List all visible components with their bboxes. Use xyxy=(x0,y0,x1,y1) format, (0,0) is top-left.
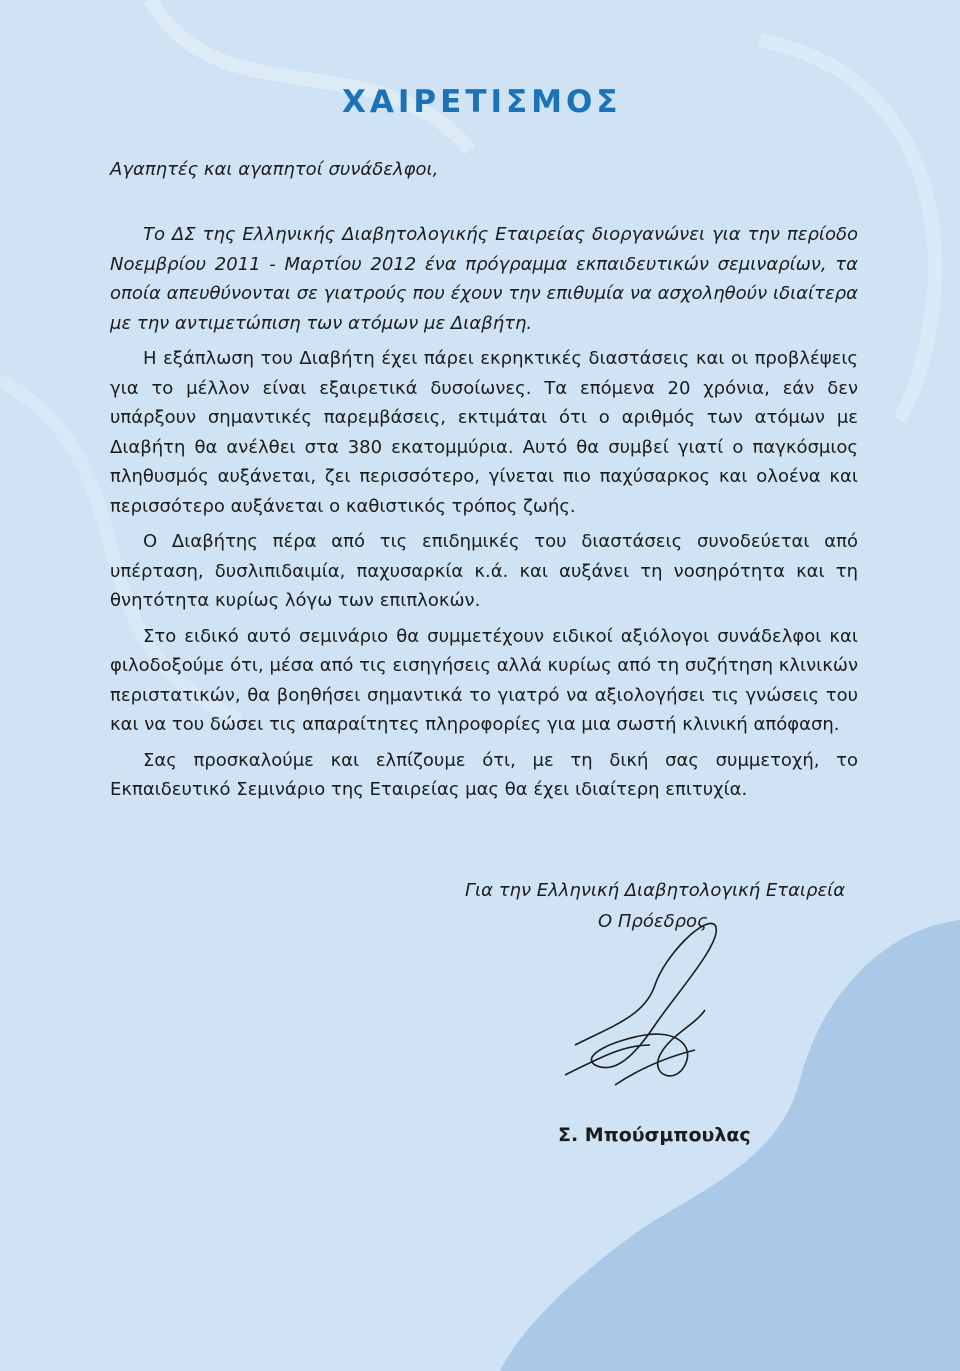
letter-paragraph: Ο Διαβήτης πέρα από τις επιδημικές του διαστάσεις συνοδεύεται από υπέρταση, δυσλιπιδαιμία, παχυσαρκία κ.ά. και αυξάνει τη νοσηρότητα και τη θνητότητα κυρίως λόγω των επιπλοκών. xyxy=(110,531,858,611)
handwritten-signature xyxy=(555,905,755,1125)
letter-paragraph: Στο ειδικό αυτό σεμινάριο θα συμμετέχουν ειδικοί αξιόλογοι συνάδελφοι και φιλοδοξούμε ότι, μέσα από τις εισηγήσεις αλλά κυρίως από τη συζήτηση κλινικών περιστατικών, θα βοηθήσει σημαντικά το γιατρό να αξιολογήσει τις γνώσεις του και να του δώσει τις απαραίτητες πληροφορίες για μια σωστή κλινική απόφαση. xyxy=(110,625,858,735)
letter-paragraph: Η εξάπλωση του Διαβήτη έχει πάρει εκρηκτικές διαστάσεις και οι προβλέψεις για το μέλλον είναι εξαιρετικά δυσοίωνες. Τα επόμενα 20 χρόνια, εάν δεν υπάρξουν σημαντικές παρεμβάσεις, εκτιμάται ότι ο αριθμός των ατόμων με Διαβήτη θα ανέλθει στα 380 εκατομμύρια. Αυτό θα συμβεί γιατί ο παγκόσμιος πληθυσμός αυξάνεται, ζει περισσότερο, γίνεται πιο παχύσαρκος και ολοένα και περισσότερο αυξάνεται ο καθιστικός τρόπος ζωής. xyxy=(110,348,858,517)
letter-body xyxy=(110,220,858,811)
letter-greeting: Αγαπητές και αγαπητοί συνάδελφοι, xyxy=(110,159,439,180)
signature-name: Σ. Μπούσμπουλας xyxy=(558,1124,751,1146)
page-title: ΧΑΙΡΕΤΙΣΜΟΣ xyxy=(342,84,622,120)
signature-role: Ο Πρόεδρος xyxy=(598,911,708,932)
letter-paragraph: Το ΔΣ της Ελληνικής Διαβητολογικής Εταιρείας διοργανώνει για την περίοδο Νοεμβρίου 2011 - Μαρτίου 2012 ένα πρόγραμμα εκπαιδευτικών σεμιναρίων, τα οποία απευθύνονται σε γιατρούς που έχουν την επιθυμία να ασχοληθούν ιδιαίτερα με την αντιμετώπιση των ατόμων με Διαβήτη. xyxy=(110,224,858,334)
letter-paragraph: Σας προσκαλούμε και ελπίζουμε ότι, με τη δική σας συμμετοχή, το Εκπαιδευτικό Σεμινάριο της Εταιρείας μας θα έχει ιδιαίτερη επιτυχία. xyxy=(110,749,858,800)
signature-organization: Για την Ελληνική Διαβητολογική Εταιρεία xyxy=(465,880,846,901)
